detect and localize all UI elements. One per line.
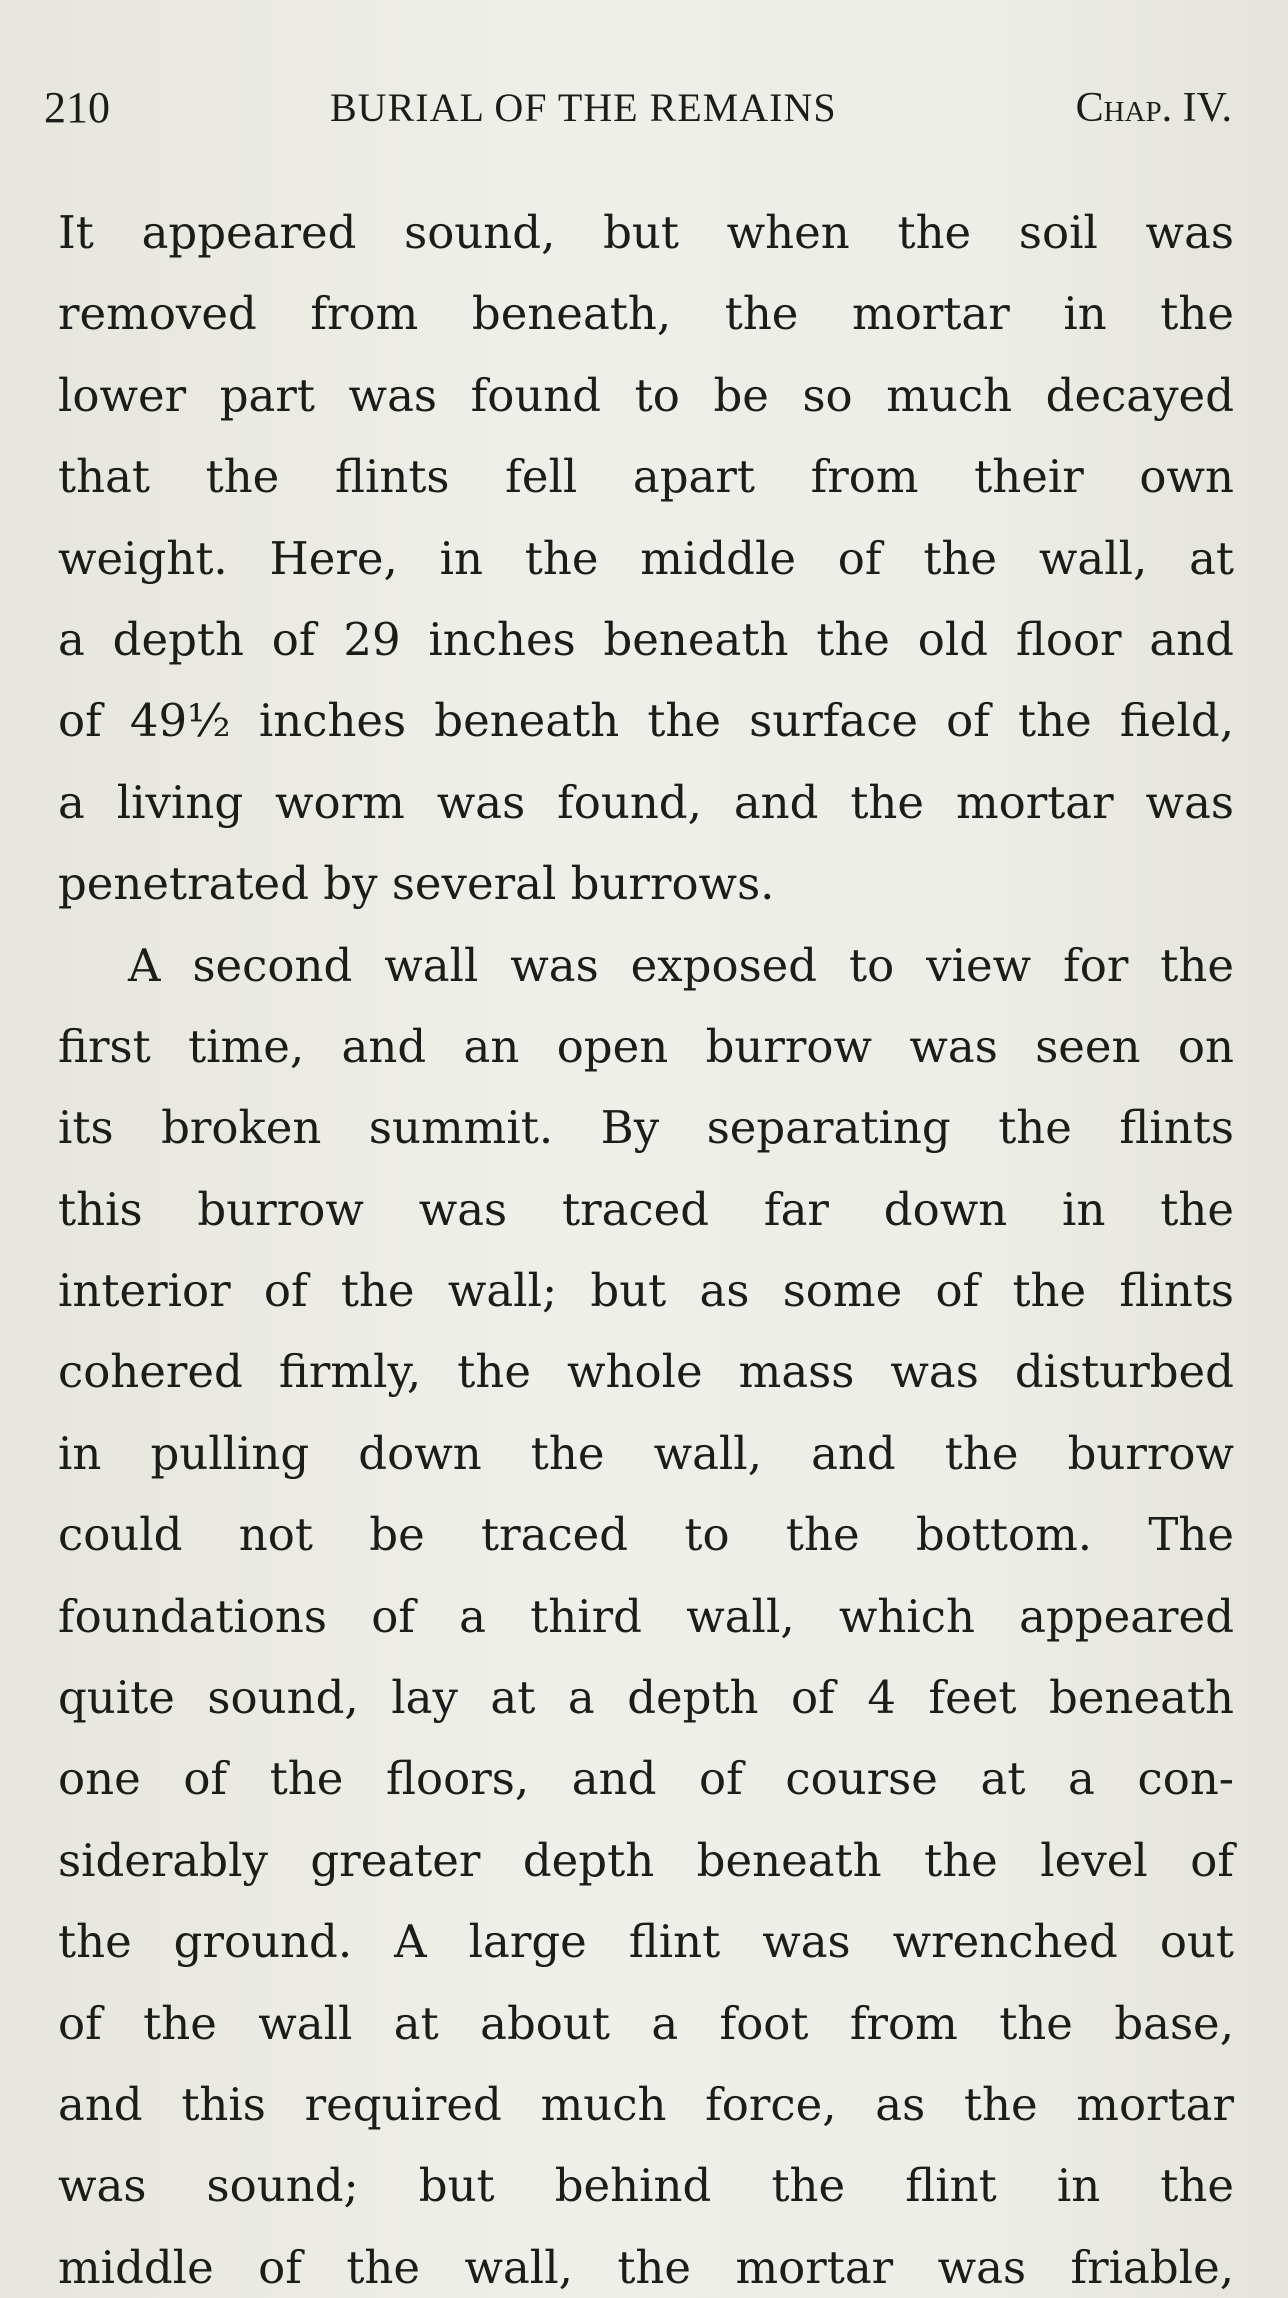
text-line: one of the floors, and of course at a con- [58, 1752, 1234, 1806]
text-line: first time, and an open burrow was seen on [58, 1019, 1234, 1073]
body-text [58, 192, 1234, 2298]
text-line: of the wall at about a foot from the base, [58, 1996, 1234, 2050]
text-line: It appeared sound, but when the soil was [58, 206, 1234, 259]
text-line: A second wall was exposed to view for the [128, 938, 1234, 992]
text-line: its broken summit. By separating the flints [58, 1101, 1234, 1155]
text-line: a living worm was found, and the mortar was [58, 775, 1234, 829]
text-line: foundations of a third wall, which appeared [58, 1589, 1234, 1643]
text-line: removed from beneath, the mortar in the [58, 287, 1234, 341]
text-line: of 49½ inches beneath the surface of the field, [58, 694, 1234, 748]
text-line: middle of the wall, the mortar was friable, [58, 2240, 1234, 2294]
page-number: 210 [44, 83, 110, 132]
text-line: was sound; but behind the flint in the [58, 2159, 1234, 2213]
text-line: quite sound, lay at a depth of 4 feet beneath [58, 1671, 1234, 1725]
text-line: and this required much force, as the mortar [58, 2077, 1234, 2131]
paragraph-1 [58, 192, 1234, 925]
text-line: siderably greater depth beneath the level of [58, 1833, 1234, 1887]
text-line: that the flints fell apart from their own [58, 450, 1234, 504]
text-line: the ground. A large flint was wrenched out [58, 1915, 1234, 1969]
text-line: penetrated by several burrows. [58, 857, 775, 911]
running-title: BURIAL OF THE REMAINS [330, 85, 837, 130]
chapter-reference: Chap. IV. [1075, 85, 1232, 131]
text-line: a depth of 29 inches beneath the old floor and [58, 612, 1234, 666]
text-line: could not be traced to the bottom. The [58, 1508, 1234, 1562]
text-line: cohered firmly, the whole mass was disturbed [58, 1345, 1234, 1399]
paragraph-2 [58, 925, 1234, 2298]
text-line: lower part was found to be so much decayed [58, 368, 1234, 422]
text-line: this burrow was traced far down in the [58, 1182, 1234, 1236]
text-line: interior of the wall; but as some of the flints [58, 1264, 1234, 1318]
running-head [44, 78, 1232, 138]
text-line: in pulling down the wall, and the burrow [58, 1426, 1234, 1480]
text-line: weight. Here, in the middle of the wall, at [58, 531, 1234, 585]
